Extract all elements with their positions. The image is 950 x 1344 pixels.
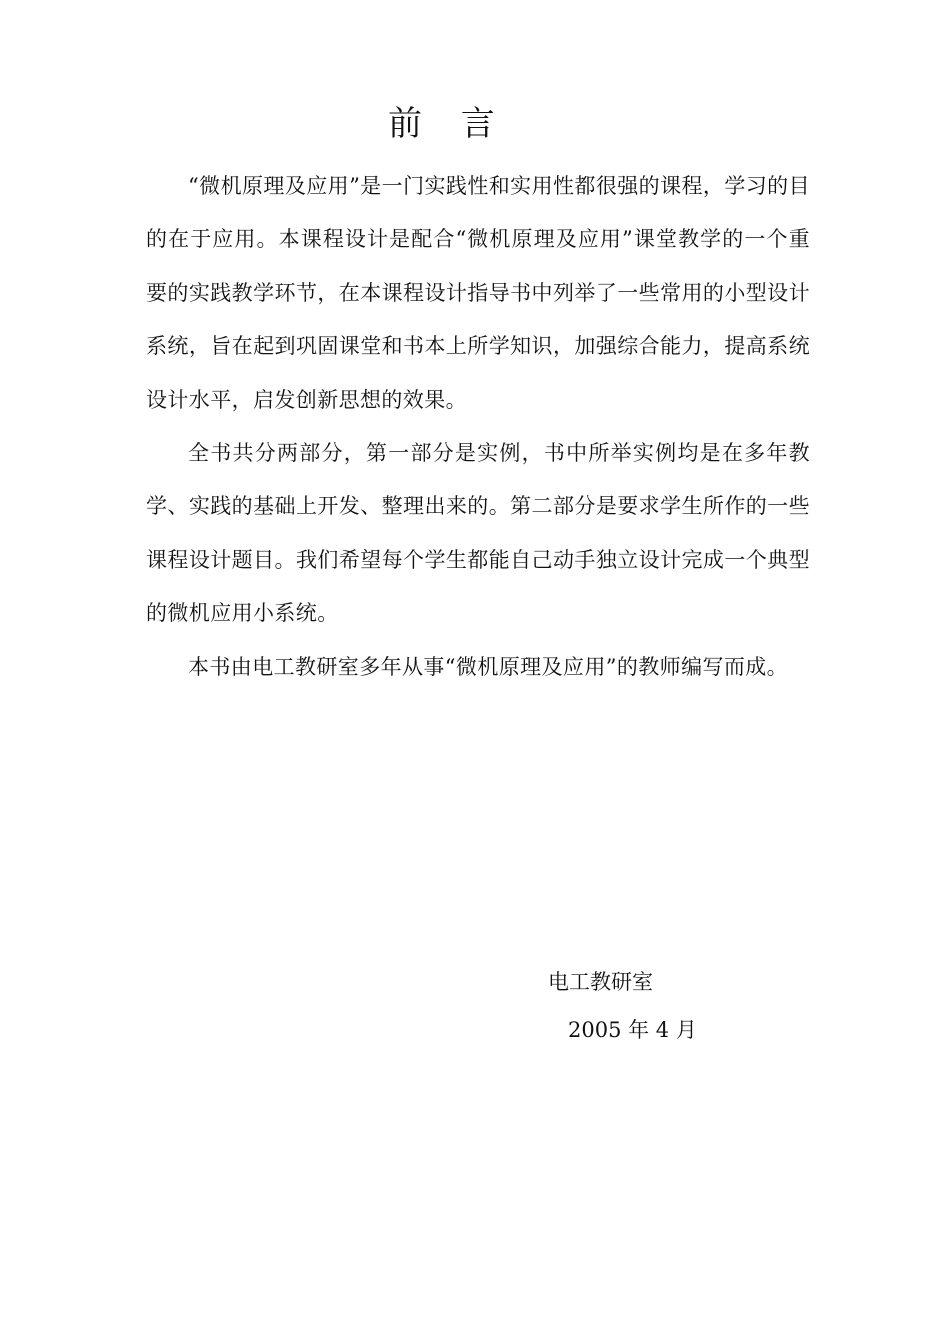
signature-department: 电工教研室: [548, 970, 653, 994]
paragraph-book-structure: 全书共分两部分，第一部分是实例，书中所举实例均是在多年教学、实践的基础上开发、整理出来的。第二部分是要求学生所作的一些课程设计题目。我们希望每个学生都能自己动手独立设计完成一个典型的微机应用小系统。: [146, 441, 810, 626]
signature-block: [548, 963, 768, 1049]
preface-body: [146, 160, 810, 694]
paragraph-course-purpose: “微机原理及应用”是一门实践性和实用性都很强的课程，学习的目的在于应用。本课程设计是配合“微机原理及应用”课堂教学的一个重要的实践教学环节，在本课程设计指导书中列举了一些常用的小型设计系统，旨在起到巩固课堂和书本上所学知识，加强综合能力，提高系统设计水平，启发创新思想的效果。: [146, 174, 810, 412]
page-title: 前 言: [388, 104, 509, 144]
paragraph-authorship: 本书由电工教研室多年从事“微机原理及应用”的教师编写而成。: [188, 654, 789, 679]
signature-date: 2005 年 4 月: [568, 1018, 697, 1042]
